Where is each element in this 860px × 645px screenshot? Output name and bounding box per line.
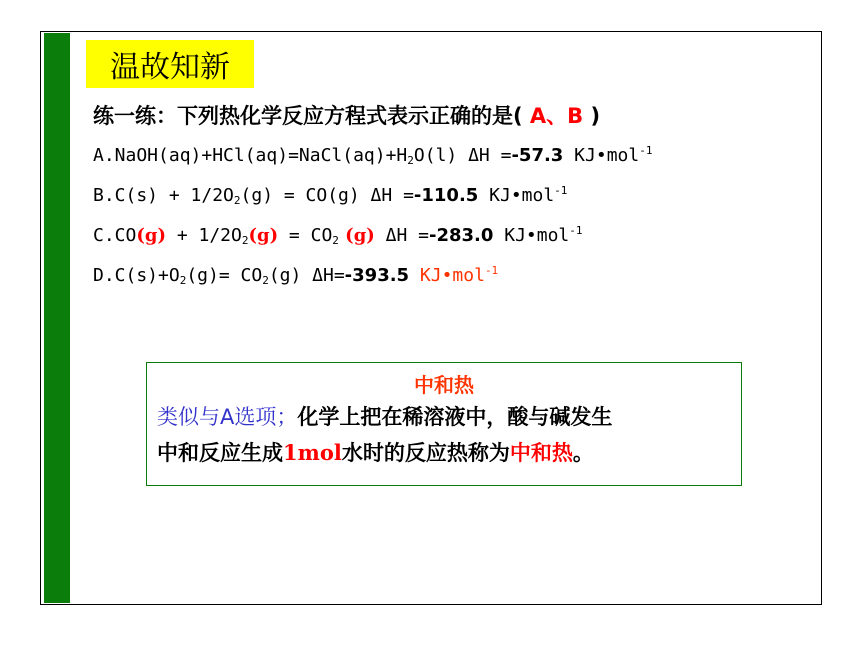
equation-b-sub: 2 — [233, 194, 241, 207]
equation-c-state-3: (g) — [338, 225, 375, 246]
equation-c — [93, 224, 583, 247]
equation-a-text: A.NaOH(aq)+HCl(aq)=NaCl(aq)+H — [93, 145, 408, 166]
equation-b — [93, 184, 567, 207]
equation-d-text-1: D.C(s)+O — [93, 265, 180, 286]
info-term: 中和热 — [509, 441, 573, 465]
equation-d-sub-2: 2 — [262, 274, 269, 287]
question-text: 练一练：下列热化学反应方程式表示正确的是( — [93, 104, 523, 128]
equation-d-dh: (g) ΔH= — [268, 265, 345, 286]
info-title: 中和热 — [414, 373, 474, 397]
equation-a-exp: -1 — [639, 144, 653, 157]
equation-c-sub-2: 2 — [332, 234, 339, 247]
info-text-3: 水时的反应热称为 — [341, 441, 510, 465]
equation-d-unit: KJ•mol — [409, 265, 485, 286]
equation-d-text-2: (g)= CO — [186, 265, 263, 286]
equation-c-state-1: (g) — [136, 225, 166, 246]
info-lead: 类似与A选项； — [157, 405, 298, 429]
equation-a-sub: 2 — [407, 154, 414, 167]
equation-b-dh: (g) = CO(g) ΔH = — [240, 185, 414, 206]
equation-d — [93, 264, 498, 287]
info-text-1: 化学上把在稀溶液中，酸与碱发生 — [297, 405, 613, 429]
info-end: 。 — [572, 441, 594, 465]
info-text — [157, 399, 731, 471]
slide-title — [86, 40, 254, 88]
slide-title-text: 温故知新 — [110, 50, 230, 85]
equation-c-text-1: C.CO — [93, 225, 137, 246]
equation-c-exp: -1 — [569, 224, 583, 237]
equation-d-sub-1: 2 — [179, 274, 187, 287]
equation-c-text-2: + 1/2O — [165, 225, 242, 246]
equation-a-unit: KJ•mol — [563, 145, 640, 166]
question-close: ) — [590, 104, 601, 128]
equation-b-unit: KJ•mol — [478, 185, 555, 206]
equation-b-value: -110.5 — [413, 185, 479, 206]
equation-c-text-3: = CO — [278, 225, 333, 246]
equation-d-value: -393.5 — [344, 265, 410, 286]
equation-a — [93, 144, 652, 167]
equation-a-value: -57.3 — [511, 145, 564, 166]
equation-c-value: -283.0 — [428, 225, 494, 246]
info-mol: 1mol — [283, 440, 342, 465]
equation-c-state-2: (g) — [248, 225, 279, 246]
equation-c-sub-1: 2 — [241, 234, 249, 247]
info-text-2: 中和反应生成 — [157, 441, 283, 465]
green-side-bar — [44, 33, 70, 603]
neutralization-heat-box — [146, 362, 742, 486]
equation-b-exp: -1 — [554, 184, 568, 197]
question-line — [93, 100, 600, 130]
equation-c-unit: KJ•mol — [493, 225, 570, 246]
equation-c-dh: ΔH = — [374, 225, 429, 246]
question-answer: A、B — [522, 104, 591, 128]
equation-a-dh: O(l) ΔH = — [413, 145, 512, 166]
equation-d-exp: -1 — [484, 264, 499, 277]
equation-b-text: B.C(s) + 1/2O — [93, 185, 234, 206]
